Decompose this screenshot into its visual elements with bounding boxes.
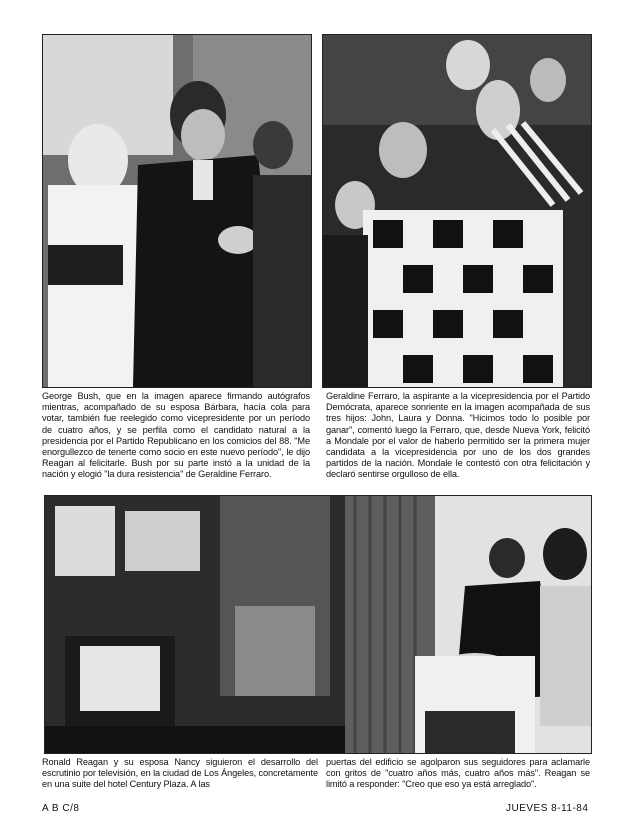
photo-bush-image: [43, 35, 311, 387]
photo-reagan: [44, 495, 592, 754]
caption-reagan-left: Ronald Reagan y su esposa Nancy siguieron el desarrollo del escrutinio por televisión, en la ciudad de Los Ángeles, concretamente en una suite del hotel Century Plaza. A las: [42, 757, 318, 790]
page-number: A B C/8: [42, 803, 80, 814]
caption-ferraro: Geraldine Ferraro, la aspirante a la vicepresidencia por el Partido Demócrata, aparece sonriente en la imagen acompañada de sus tres hijos: John, Laura y Donna. "Hicimos todo lo posible por ganar", comentó luego la Ferraro, que, desde Nueva York, felicitó a Mondale por el valor de haberlo permitido ser la primera mujer candidata a la vicepresidencia por uno de los dos grandes partidos de la nación. Mondale le contestó con otra felicitación y declaró sentirse orgulloso de ella.: [326, 391, 590, 480]
page-date: JUEVES 8-11-84: [506, 803, 589, 814]
caption-reagan-right: puertas del edificio se agolparon sus seguidores para aclamarle con gritos de "cuatro años más, cuatro años más". Reagan se limitó a responder: "Creo que eso ya está arreglado".: [326, 757, 590, 790]
photo-reagan-image: [45, 496, 591, 753]
photo-ferraro-image: [323, 35, 591, 387]
caption-bush: George Bush, que en la imagen aparece firmando autógrafos mientras, acompañado de su esposa Bárbara, hacía cola para votar, también fue reelegido como vicepresidente por un período de cuatro años, y se perfila como el candidato natural a la presidencia por el Partido Republicano en los comicios del 88. "Me enorgullezco de tenerte como socio en este nuevo período", le dijo Reagan al felicitarle. Bush por su parte instó a la unidad de la nación y elogió "la dura resistencia" de Geraldine Ferraro.: [42, 391, 310, 480]
photo-bush: [42, 34, 312, 388]
photo-ferraro: [322, 34, 592, 388]
